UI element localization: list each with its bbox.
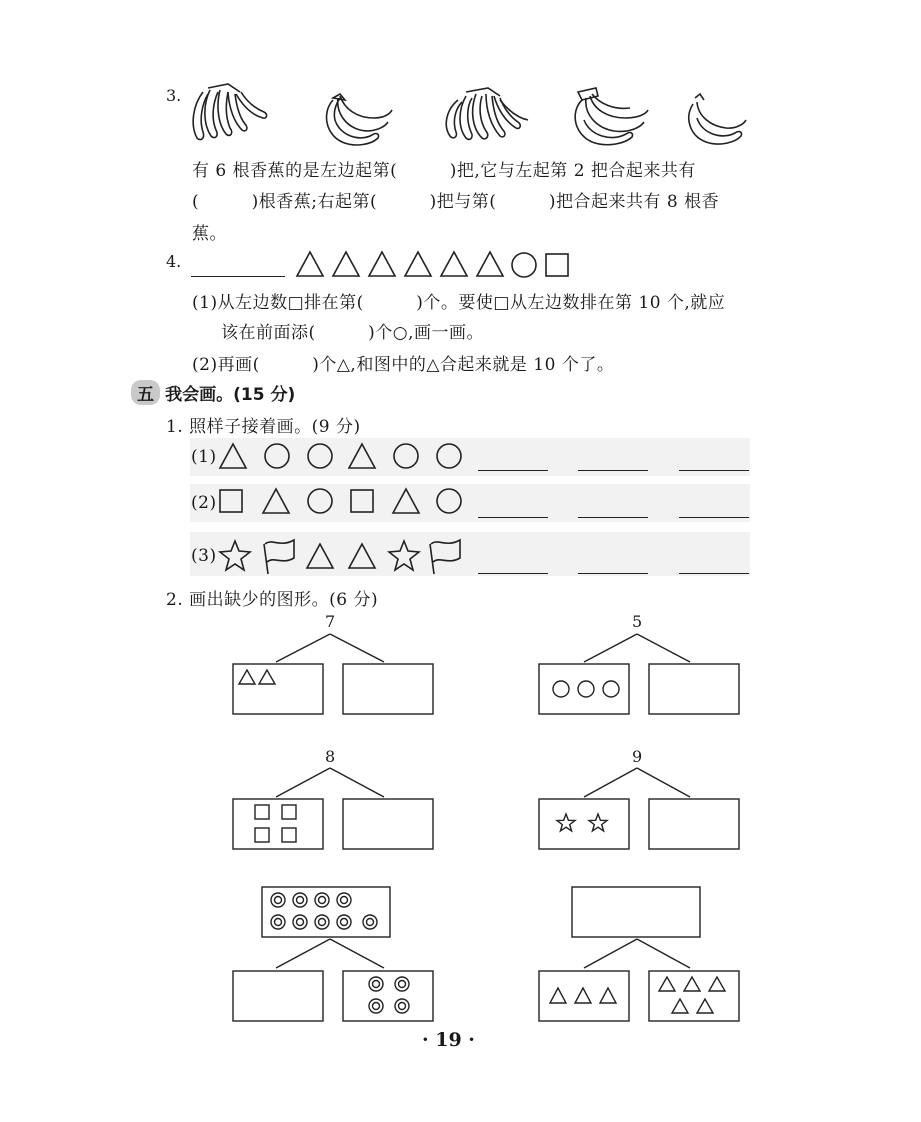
square-icon	[282, 828, 296, 842]
pattern-row-2-band	[190, 484, 750, 522]
q5-1-label: 1. 照样子接着画。(9 分)	[166, 417, 361, 437]
q3-line-3: 蕉。	[192, 224, 227, 244]
bond-rings	[233, 887, 433, 1021]
q4-part1-line-b: 该在前面添( )个○,画一画。	[221, 323, 485, 343]
triangle-icon	[369, 252, 395, 276]
triangle-icon	[575, 988, 591, 1003]
triangle-icon	[659, 977, 675, 991]
bond-right-box	[343, 971, 433, 1021]
triangle-icon	[441, 252, 467, 276]
bond-9	[539, 768, 739, 849]
bond-right-box	[649, 664, 739, 714]
banana-bunch-4	[575, 88, 648, 145]
section-title: 我会画。(15 分)	[165, 385, 296, 405]
q3-line-1: 有 6 根香蕉的是左边起第( )把,它与左起第 2 把合起来共有	[192, 161, 696, 181]
bond-right-box	[343, 799, 433, 849]
square-icon	[255, 805, 269, 819]
bond-left-box	[539, 799, 629, 849]
bond-total: 5	[632, 612, 643, 631]
answer-blank[interactable]	[578, 573, 648, 574]
pattern-row-3-band	[190, 532, 750, 576]
answer-blank[interactable]	[679, 517, 749, 518]
banana-bunch-2	[327, 94, 392, 145]
bond-left-box	[233, 971, 323, 1021]
banana-bunch-1	[193, 84, 266, 140]
circle-icon	[603, 681, 619, 697]
answer-blank[interactable]	[679, 470, 749, 471]
star-icon	[589, 814, 607, 831]
bond-triangles	[539, 887, 739, 1021]
answer-blank[interactable]	[578, 517, 648, 518]
bond-total: 7	[325, 612, 336, 631]
triangle-icon	[684, 977, 700, 991]
q4-answer-line[interactable]	[191, 276, 285, 277]
pattern-row-2-label: (2)	[191, 493, 217, 513]
answer-blank[interactable]	[478, 470, 548, 471]
pattern-row-3-label: (3)	[191, 546, 217, 566]
star-icon	[557, 814, 575, 831]
triangle-icon	[239, 670, 255, 684]
circle-icon	[553, 681, 569, 697]
triangle-icon	[405, 252, 431, 276]
answer-blank[interactable]	[679, 573, 749, 574]
circle-icon	[512, 253, 536, 277]
bond-left-box	[233, 664, 323, 714]
triangle-icon	[550, 988, 566, 1003]
bond-total: 8	[325, 747, 336, 766]
page-number: · 19 ·	[422, 1029, 475, 1051]
pattern-row-1-band	[190, 438, 750, 476]
q3-line-2: ( )根香蕉;右起第( )把与第( )把合起来共有 8 根香	[192, 192, 720, 212]
square-icon	[546, 254, 568, 276]
bond-5	[539, 634, 739, 714]
square-icon	[282, 805, 296, 819]
square-icon	[255, 828, 269, 842]
section-5-header	[131, 380, 295, 405]
q3-number: 3.	[166, 86, 182, 105]
ring-icon	[271, 893, 377, 929]
answer-blank[interactable]	[578, 470, 648, 471]
bond-right-box	[649, 971, 739, 1021]
q4-part2: (2)再画( )个△,和图中的△合起来就是 10 个了。	[192, 355, 615, 375]
answer-blank[interactable]	[478, 517, 548, 518]
bond-left-box	[539, 664, 629, 714]
ring-icon	[369, 977, 409, 1013]
bond-7	[233, 634, 433, 714]
bond-left-box	[233, 799, 323, 849]
answer-blank[interactable]	[478, 573, 548, 574]
triangle-icon	[697, 999, 713, 1013]
pattern-row-1-label: (1)	[191, 447, 217, 467]
triangle-icon	[333, 252, 359, 276]
bond-total: 9	[632, 747, 643, 766]
circle-icon	[578, 681, 594, 697]
banana-bunch-3	[446, 88, 528, 139]
triangle-icon	[600, 988, 616, 1003]
q4-part1-line-a: (1)从左边数□排在第( )个。要使□从左边数排在第 10 个,就应	[192, 293, 726, 313]
triangle-icon	[477, 252, 503, 276]
bond-8	[233, 768, 433, 849]
triangle-icon	[297, 252, 323, 276]
bond-left-box	[539, 971, 629, 1021]
triangle-icon	[709, 977, 725, 991]
triangle-icon	[259, 670, 275, 684]
q4-number: 4.	[166, 252, 182, 271]
bond-right-box	[343, 664, 433, 714]
bond-top-box	[572, 887, 700, 937]
banana-bunch-5	[689, 94, 746, 144]
triangle-icon	[672, 999, 688, 1013]
bond-right-box	[649, 799, 739, 849]
bond-top-box	[262, 887, 390, 937]
q5-2-label: 2. 画出缺少的图形。(6 分)	[166, 590, 379, 610]
section-badge: 五	[131, 380, 160, 405]
